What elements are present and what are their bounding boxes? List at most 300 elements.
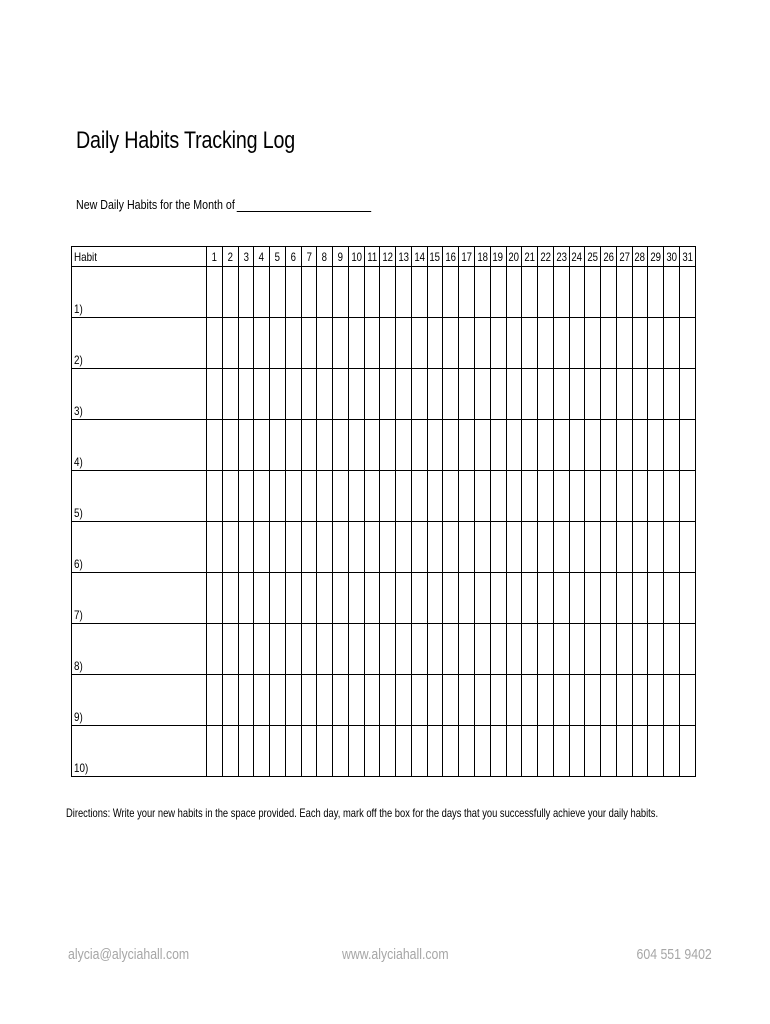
day-checkbox-cell[interactable] <box>616 471 632 522</box>
day-checkbox-cell[interactable] <box>207 420 223 471</box>
day-checkbox-cell[interactable] <box>490 267 506 318</box>
habit-cell[interactable] <box>72 675 207 726</box>
day-checkbox-cell[interactable] <box>317 369 333 420</box>
day-checkbox-cell[interactable] <box>207 267 223 318</box>
day-checkbox-cell[interactable] <box>285 369 301 420</box>
day-checkbox-cell[interactable] <box>238 471 254 522</box>
day-checkbox-cell[interactable] <box>553 267 569 318</box>
day-checkbox-cell[interactable] <box>648 522 664 573</box>
day-checkbox-cell[interactable] <box>443 369 459 420</box>
day-checkbox-cell[interactable] <box>364 369 380 420</box>
day-checkbox-cell[interactable] <box>317 420 333 471</box>
month-blank-line[interactable] <box>236 198 370 212</box>
day-checkbox-cell[interactable] <box>270 573 286 624</box>
day-checkbox-cell[interactable] <box>490 420 506 471</box>
day-checkbox-cell[interactable] <box>207 522 223 573</box>
day-checkbox-cell[interactable] <box>427 675 443 726</box>
day-checkbox-cell[interactable] <box>380 675 396 726</box>
day-checkbox-cell[interactable] <box>380 369 396 420</box>
day-checkbox-cell[interactable] <box>301 267 317 318</box>
day-checkbox-cell[interactable] <box>317 471 333 522</box>
day-checkbox-cell[interactable] <box>285 267 301 318</box>
day-checkbox-cell[interactable] <box>222 318 238 369</box>
day-checkbox-cell[interactable] <box>222 522 238 573</box>
day-checkbox-cell[interactable] <box>490 522 506 573</box>
day-checkbox-cell[interactable] <box>585 675 601 726</box>
day-checkbox-cell[interactable] <box>254 624 270 675</box>
day-checkbox-cell[interactable] <box>475 318 491 369</box>
day-checkbox-cell[interactable] <box>632 573 648 624</box>
day-checkbox-cell[interactable] <box>238 726 254 777</box>
day-checkbox-cell[interactable] <box>411 420 427 471</box>
day-checkbox-cell[interactable] <box>506 573 522 624</box>
day-checkbox-cell[interactable] <box>553 420 569 471</box>
day-checkbox-cell[interactable] <box>427 573 443 624</box>
day-checkbox-cell[interactable] <box>333 471 349 522</box>
day-checkbox-cell[interactable] <box>585 726 601 777</box>
day-checkbox-cell[interactable] <box>632 726 648 777</box>
day-checkbox-cell[interactable] <box>222 573 238 624</box>
day-checkbox-cell[interactable] <box>348 624 364 675</box>
day-checkbox-cell[interactable] <box>254 420 270 471</box>
day-checkbox-cell[interactable] <box>585 522 601 573</box>
day-checkbox-cell[interactable] <box>616 267 632 318</box>
habit-cell[interactable] <box>72 318 207 369</box>
day-checkbox-cell[interactable] <box>538 624 554 675</box>
day-checkbox-cell[interactable] <box>522 318 538 369</box>
day-checkbox-cell[interactable] <box>616 420 632 471</box>
day-checkbox-cell[interactable] <box>664 675 680 726</box>
day-checkbox-cell[interactable] <box>475 522 491 573</box>
day-checkbox-cell[interactable] <box>538 573 554 624</box>
day-checkbox-cell[interactable] <box>664 420 680 471</box>
day-checkbox-cell[interactable] <box>317 624 333 675</box>
day-checkbox-cell[interactable] <box>411 369 427 420</box>
day-checkbox-cell[interactable] <box>679 318 695 369</box>
day-checkbox-cell[interactable] <box>553 471 569 522</box>
day-checkbox-cell[interactable] <box>490 318 506 369</box>
day-checkbox-cell[interactable] <box>380 573 396 624</box>
day-checkbox-cell[interactable] <box>301 522 317 573</box>
day-checkbox-cell[interactable] <box>648 471 664 522</box>
day-checkbox-cell[interactable] <box>380 522 396 573</box>
day-checkbox-cell[interactable] <box>475 471 491 522</box>
day-checkbox-cell[interactable] <box>585 369 601 420</box>
day-checkbox-cell[interactable] <box>380 318 396 369</box>
day-checkbox-cell[interactable] <box>648 369 664 420</box>
day-checkbox-cell[interactable] <box>459 420 475 471</box>
day-checkbox-cell[interactable] <box>301 471 317 522</box>
day-checkbox-cell[interactable] <box>207 624 223 675</box>
day-checkbox-cell[interactable] <box>443 420 459 471</box>
day-checkbox-cell[interactable] <box>664 369 680 420</box>
day-checkbox-cell[interactable] <box>601 624 617 675</box>
day-checkbox-cell[interactable] <box>222 267 238 318</box>
day-checkbox-cell[interactable] <box>490 369 506 420</box>
day-checkbox-cell[interactable] <box>427 624 443 675</box>
day-checkbox-cell[interactable] <box>270 420 286 471</box>
day-checkbox-cell[interactable] <box>664 471 680 522</box>
day-checkbox-cell[interactable] <box>333 420 349 471</box>
day-checkbox-cell[interactable] <box>601 369 617 420</box>
footer-email[interactable]: alycia@alyciahall.com <box>68 946 190 963</box>
day-checkbox-cell[interactable] <box>364 318 380 369</box>
day-checkbox-cell[interactable] <box>254 522 270 573</box>
day-checkbox-cell[interactable] <box>443 624 459 675</box>
day-checkbox-cell[interactable] <box>664 573 680 624</box>
day-checkbox-cell[interactable] <box>443 573 459 624</box>
day-checkbox-cell[interactable] <box>254 318 270 369</box>
day-checkbox-cell[interactable] <box>616 726 632 777</box>
day-checkbox-cell[interactable] <box>475 573 491 624</box>
day-checkbox-cell[interactable] <box>538 318 554 369</box>
day-checkbox-cell[interactable] <box>490 726 506 777</box>
day-checkbox-cell[interactable] <box>333 675 349 726</box>
day-checkbox-cell[interactable] <box>333 318 349 369</box>
day-checkbox-cell[interactable] <box>443 267 459 318</box>
day-checkbox-cell[interactable] <box>222 675 238 726</box>
day-checkbox-cell[interactable] <box>427 369 443 420</box>
day-checkbox-cell[interactable] <box>411 318 427 369</box>
day-checkbox-cell[interactable] <box>679 522 695 573</box>
day-checkbox-cell[interactable] <box>616 369 632 420</box>
day-checkbox-cell[interactable] <box>364 471 380 522</box>
day-checkbox-cell[interactable] <box>427 267 443 318</box>
day-checkbox-cell[interactable] <box>459 471 475 522</box>
day-checkbox-cell[interactable] <box>475 369 491 420</box>
day-checkbox-cell[interactable] <box>475 267 491 318</box>
day-checkbox-cell[interactable] <box>333 522 349 573</box>
day-checkbox-cell[interactable] <box>380 267 396 318</box>
day-checkbox-cell[interactable] <box>475 675 491 726</box>
day-checkbox-cell[interactable] <box>348 573 364 624</box>
day-checkbox-cell[interactable] <box>506 420 522 471</box>
day-checkbox-cell[interactable] <box>459 624 475 675</box>
day-checkbox-cell[interactable] <box>348 726 364 777</box>
day-checkbox-cell[interactable] <box>569 420 585 471</box>
day-checkbox-cell[interactable] <box>207 675 223 726</box>
day-checkbox-cell[interactable] <box>301 675 317 726</box>
day-checkbox-cell[interactable] <box>648 675 664 726</box>
day-checkbox-cell[interactable] <box>679 573 695 624</box>
day-checkbox-cell[interactable] <box>569 318 585 369</box>
day-checkbox-cell[interactable] <box>427 420 443 471</box>
day-checkbox-cell[interactable] <box>538 471 554 522</box>
day-checkbox-cell[interactable] <box>664 318 680 369</box>
day-checkbox-cell[interactable] <box>632 624 648 675</box>
day-checkbox-cell[interactable] <box>427 726 443 777</box>
day-checkbox-cell[interactable] <box>238 267 254 318</box>
day-checkbox-cell[interactable] <box>490 573 506 624</box>
day-checkbox-cell[interactable] <box>569 726 585 777</box>
day-checkbox-cell[interactable] <box>396 267 412 318</box>
day-checkbox-cell[interactable] <box>648 420 664 471</box>
day-checkbox-cell[interactable] <box>475 420 491 471</box>
day-checkbox-cell[interactable] <box>285 675 301 726</box>
habit-cell[interactable] <box>72 267 207 318</box>
day-checkbox-cell[interactable] <box>490 471 506 522</box>
day-checkbox-cell[interactable] <box>380 471 396 522</box>
day-checkbox-cell[interactable] <box>616 522 632 573</box>
day-checkbox-cell[interactable] <box>254 675 270 726</box>
day-checkbox-cell[interactable] <box>348 420 364 471</box>
day-checkbox-cell[interactable] <box>427 318 443 369</box>
day-checkbox-cell[interactable] <box>601 267 617 318</box>
day-checkbox-cell[interactable] <box>222 471 238 522</box>
day-checkbox-cell[interactable] <box>380 420 396 471</box>
day-checkbox-cell[interactable] <box>207 369 223 420</box>
day-checkbox-cell[interactable] <box>490 624 506 675</box>
day-checkbox-cell[interactable] <box>553 675 569 726</box>
day-checkbox-cell[interactable] <box>648 624 664 675</box>
day-checkbox-cell[interactable] <box>506 675 522 726</box>
day-checkbox-cell[interactable] <box>285 420 301 471</box>
habit-cell[interactable] <box>72 726 207 777</box>
day-checkbox-cell[interactable] <box>553 318 569 369</box>
day-checkbox-cell[interactable] <box>396 420 412 471</box>
day-checkbox-cell[interactable] <box>427 522 443 573</box>
day-checkbox-cell[interactable] <box>317 318 333 369</box>
habit-cell[interactable] <box>72 471 207 522</box>
day-checkbox-cell[interactable] <box>601 420 617 471</box>
day-checkbox-cell[interactable] <box>285 318 301 369</box>
day-checkbox-cell[interactable] <box>522 624 538 675</box>
day-checkbox-cell[interactable] <box>333 267 349 318</box>
day-checkbox-cell[interactable] <box>301 318 317 369</box>
day-checkbox-cell[interactable] <box>396 726 412 777</box>
day-checkbox-cell[interactable] <box>538 267 554 318</box>
day-checkbox-cell[interactable] <box>648 726 664 777</box>
habit-cell[interactable] <box>72 624 207 675</box>
day-checkbox-cell[interactable] <box>270 267 286 318</box>
day-checkbox-cell[interactable] <box>364 624 380 675</box>
day-checkbox-cell[interactable] <box>459 369 475 420</box>
day-checkbox-cell[interactable] <box>207 471 223 522</box>
day-checkbox-cell[interactable] <box>411 675 427 726</box>
day-checkbox-cell[interactable] <box>270 624 286 675</box>
day-checkbox-cell[interactable] <box>679 267 695 318</box>
day-checkbox-cell[interactable] <box>380 726 396 777</box>
day-checkbox-cell[interactable] <box>616 624 632 675</box>
day-checkbox-cell[interactable] <box>443 522 459 573</box>
day-checkbox-cell[interactable] <box>679 420 695 471</box>
day-checkbox-cell[interactable] <box>254 471 270 522</box>
day-checkbox-cell[interactable] <box>285 471 301 522</box>
day-checkbox-cell[interactable] <box>270 675 286 726</box>
day-checkbox-cell[interactable] <box>396 471 412 522</box>
day-checkbox-cell[interactable] <box>569 675 585 726</box>
day-checkbox-cell[interactable] <box>301 420 317 471</box>
day-checkbox-cell[interactable] <box>585 624 601 675</box>
day-checkbox-cell[interactable] <box>601 726 617 777</box>
day-checkbox-cell[interactable] <box>585 573 601 624</box>
day-checkbox-cell[interactable] <box>459 573 475 624</box>
day-checkbox-cell[interactable] <box>427 471 443 522</box>
day-checkbox-cell[interactable] <box>585 471 601 522</box>
day-checkbox-cell[interactable] <box>364 267 380 318</box>
day-checkbox-cell[interactable] <box>522 573 538 624</box>
day-checkbox-cell[interactable] <box>632 318 648 369</box>
day-checkbox-cell[interactable] <box>506 624 522 675</box>
day-checkbox-cell[interactable] <box>411 522 427 573</box>
day-checkbox-cell[interactable] <box>207 726 223 777</box>
habit-cell[interactable] <box>72 420 207 471</box>
day-checkbox-cell[interactable] <box>538 675 554 726</box>
day-checkbox-cell[interactable] <box>222 726 238 777</box>
day-checkbox-cell[interactable] <box>317 726 333 777</box>
day-checkbox-cell[interactable] <box>522 471 538 522</box>
day-checkbox-cell[interactable] <box>380 624 396 675</box>
day-checkbox-cell[interactable] <box>475 726 491 777</box>
day-checkbox-cell[interactable] <box>569 624 585 675</box>
day-checkbox-cell[interactable] <box>522 420 538 471</box>
day-checkbox-cell[interactable] <box>632 420 648 471</box>
day-checkbox-cell[interactable] <box>506 267 522 318</box>
day-checkbox-cell[interactable] <box>270 318 286 369</box>
day-checkbox-cell[interactable] <box>364 573 380 624</box>
day-checkbox-cell[interactable] <box>285 573 301 624</box>
day-checkbox-cell[interactable] <box>679 675 695 726</box>
day-checkbox-cell[interactable] <box>616 573 632 624</box>
day-checkbox-cell[interactable] <box>396 573 412 624</box>
day-checkbox-cell[interactable] <box>238 369 254 420</box>
day-checkbox-cell[interactable] <box>348 675 364 726</box>
day-checkbox-cell[interactable] <box>238 573 254 624</box>
day-checkbox-cell[interactable] <box>270 726 286 777</box>
day-checkbox-cell[interactable] <box>569 573 585 624</box>
day-checkbox-cell[interactable] <box>648 318 664 369</box>
habit-cell[interactable] <box>72 522 207 573</box>
day-checkbox-cell[interactable] <box>506 726 522 777</box>
day-checkbox-cell[interactable] <box>601 675 617 726</box>
day-checkbox-cell[interactable] <box>522 267 538 318</box>
day-checkbox-cell[interactable] <box>238 675 254 726</box>
day-checkbox-cell[interactable] <box>254 726 270 777</box>
day-checkbox-cell[interactable] <box>270 522 286 573</box>
day-checkbox-cell[interactable] <box>679 624 695 675</box>
day-checkbox-cell[interactable] <box>664 624 680 675</box>
day-checkbox-cell[interactable] <box>396 675 412 726</box>
day-checkbox-cell[interactable] <box>364 420 380 471</box>
day-checkbox-cell[interactable] <box>396 369 412 420</box>
day-checkbox-cell[interactable] <box>475 624 491 675</box>
day-checkbox-cell[interactable] <box>616 318 632 369</box>
day-checkbox-cell[interactable] <box>538 726 554 777</box>
day-checkbox-cell[interactable] <box>396 318 412 369</box>
day-checkbox-cell[interactable] <box>459 318 475 369</box>
day-checkbox-cell[interactable] <box>317 522 333 573</box>
day-checkbox-cell[interactable] <box>569 522 585 573</box>
day-checkbox-cell[interactable] <box>553 522 569 573</box>
day-checkbox-cell[interactable] <box>222 369 238 420</box>
day-checkbox-cell[interactable] <box>538 420 554 471</box>
day-checkbox-cell[interactable] <box>333 726 349 777</box>
day-checkbox-cell[interactable] <box>490 675 506 726</box>
day-checkbox-cell[interactable] <box>348 318 364 369</box>
day-checkbox-cell[interactable] <box>411 624 427 675</box>
day-checkbox-cell[interactable] <box>506 522 522 573</box>
day-checkbox-cell[interactable] <box>632 267 648 318</box>
day-checkbox-cell[interactable] <box>348 369 364 420</box>
day-checkbox-cell[interactable] <box>364 675 380 726</box>
day-checkbox-cell[interactable] <box>679 726 695 777</box>
day-checkbox-cell[interactable] <box>664 522 680 573</box>
day-checkbox-cell[interactable] <box>207 318 223 369</box>
day-checkbox-cell[interactable] <box>553 726 569 777</box>
day-checkbox-cell[interactable] <box>254 267 270 318</box>
day-checkbox-cell[interactable] <box>411 267 427 318</box>
day-checkbox-cell[interactable] <box>238 522 254 573</box>
day-checkbox-cell[interactable] <box>522 369 538 420</box>
day-checkbox-cell[interactable] <box>632 675 648 726</box>
day-checkbox-cell[interactable] <box>585 318 601 369</box>
day-checkbox-cell[interactable] <box>443 318 459 369</box>
day-checkbox-cell[interactable] <box>522 675 538 726</box>
day-checkbox-cell[interactable] <box>601 573 617 624</box>
day-checkbox-cell[interactable] <box>459 726 475 777</box>
habit-cell[interactable] <box>72 369 207 420</box>
day-checkbox-cell[interactable] <box>254 369 270 420</box>
day-checkbox-cell[interactable] <box>207 573 223 624</box>
day-checkbox-cell[interactable] <box>601 318 617 369</box>
day-checkbox-cell[interactable] <box>459 267 475 318</box>
day-checkbox-cell[interactable] <box>222 420 238 471</box>
day-checkbox-cell[interactable] <box>238 624 254 675</box>
day-checkbox-cell[interactable] <box>679 369 695 420</box>
day-checkbox-cell[interactable] <box>585 267 601 318</box>
day-checkbox-cell[interactable] <box>569 267 585 318</box>
day-checkbox-cell[interactable] <box>679 471 695 522</box>
day-checkbox-cell[interactable] <box>301 726 317 777</box>
footer-website[interactable]: www.alyciahall.com <box>342 946 449 963</box>
day-checkbox-cell[interactable] <box>285 522 301 573</box>
day-checkbox-cell[interactable] <box>364 726 380 777</box>
day-checkbox-cell[interactable] <box>616 675 632 726</box>
day-checkbox-cell[interactable] <box>238 318 254 369</box>
day-checkbox-cell[interactable] <box>411 573 427 624</box>
day-checkbox-cell[interactable] <box>222 624 238 675</box>
day-checkbox-cell[interactable] <box>553 573 569 624</box>
day-checkbox-cell[interactable] <box>396 522 412 573</box>
day-checkbox-cell[interactable] <box>664 726 680 777</box>
day-checkbox-cell[interactable] <box>664 267 680 318</box>
day-checkbox-cell[interactable] <box>270 369 286 420</box>
day-checkbox-cell[interactable] <box>270 471 286 522</box>
day-checkbox-cell[interactable] <box>522 522 538 573</box>
day-checkbox-cell[interactable] <box>317 573 333 624</box>
day-checkbox-cell[interactable] <box>411 726 427 777</box>
day-checkbox-cell[interactable] <box>585 420 601 471</box>
day-checkbox-cell[interactable] <box>459 675 475 726</box>
day-checkbox-cell[interactable] <box>601 522 617 573</box>
day-checkbox-cell[interactable] <box>301 369 317 420</box>
day-checkbox-cell[interactable] <box>364 522 380 573</box>
day-checkbox-cell[interactable] <box>443 471 459 522</box>
day-checkbox-cell[interactable] <box>632 369 648 420</box>
day-checkbox-cell[interactable] <box>285 624 301 675</box>
day-checkbox-cell[interactable] <box>317 675 333 726</box>
day-checkbox-cell[interactable] <box>333 369 349 420</box>
day-checkbox-cell[interactable] <box>301 624 317 675</box>
day-checkbox-cell[interactable] <box>333 573 349 624</box>
day-checkbox-cell[interactable] <box>553 624 569 675</box>
day-checkbox-cell[interactable] <box>301 573 317 624</box>
day-checkbox-cell[interactable] <box>285 726 301 777</box>
day-checkbox-cell[interactable] <box>522 726 538 777</box>
day-checkbox-cell[interactable] <box>553 369 569 420</box>
habit-cell[interactable] <box>72 573 207 624</box>
day-checkbox-cell[interactable] <box>443 726 459 777</box>
